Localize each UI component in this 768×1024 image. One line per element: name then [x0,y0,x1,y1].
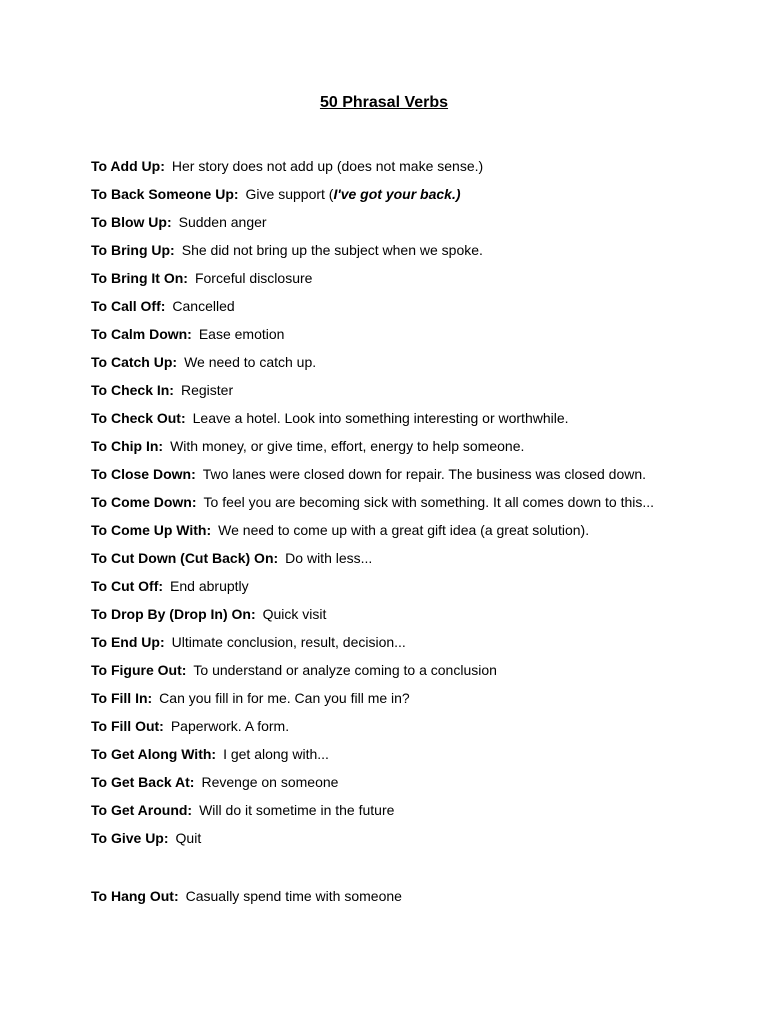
list-item [91,633,731,661]
phrasal-verb-term: To Drop By (Drop In) On: [91,606,256,622]
list-item [91,773,731,801]
phrasal-verb-definition: We need to come up with a great gift idea (a great solution). [218,522,590,538]
list-item [91,605,731,633]
phrasal-verb-term: To Give Up: [91,830,169,846]
list-item [91,829,731,857]
list-item [91,241,731,269]
phrasal-verb-definition: Cancelled [172,298,235,314]
phrasal-verb-term: To Get Back At: [91,774,195,790]
phrasal-verb-definition: Forceful disclosure [194,270,313,286]
list-item [91,887,731,915]
list-item [91,465,731,493]
phrasal-verb-definition: Casually spend time with someone [185,888,402,904]
phrasal-verb-definition: To feel you are becoming sick with something. It all comes down to this... [203,494,655,510]
phrasal-verb-term: To Check In: [91,382,174,398]
phrasal-verb-term: To Get Along With: [91,746,217,762]
phrasal-verb-term: To Come Down: [91,494,197,510]
phrasal-verb-definition: Will do it sometime in the future [199,802,395,818]
list-item [91,717,731,745]
phrasal-verb-definition: Can you fill in for me. Can you fill me in? [159,690,410,706]
list-item [91,493,731,521]
phrasal-verb-definition: Paperwork. A form. [170,718,290,734]
phrasal-verb-term: To Back Someone Up: [91,186,239,202]
list-item [91,157,731,185]
list-item [91,185,731,213]
list-item [91,325,731,353]
phrasal-verb-term: To Come Up With: [91,522,212,538]
phrasal-verb-definition: Do with less... [285,550,373,566]
phrasal-verb-definition: End abruptly [170,578,249,594]
phrasal-verb-term: To Call Off: [91,298,166,314]
phrasal-verb-definition: We need to catch up. [184,354,317,370]
phrasal-verb-definition: Quit [175,830,202,846]
list-item [91,297,731,325]
phrasal-verb-definition: Ultimate conclusion, result, decision... [171,634,406,650]
phrasal-verb-definition: Quick visit [262,606,327,622]
phrasal-verb-term: To Bring Up: [91,242,175,258]
list-item [91,269,731,297]
list-item [91,689,731,717]
list-item [91,353,731,381]
phrasal-verb-definition: Revenge on someone [201,774,339,790]
phrasal-verb-term: To Hang Out: [91,888,179,904]
phrasal-verb-definition: Ease emotion [198,326,285,342]
phrasal-verb-term: To Get Around: [91,802,193,818]
phrasal-verb-term: To Cut Down (Cut Back) On: [91,550,279,566]
list-item [91,549,731,577]
list-item [91,213,731,241]
list-item [91,745,731,773]
phrasal-verb-definition: Sudden anger [178,214,267,230]
list-item [91,381,731,409]
list-item [91,661,731,689]
phrasal-verb-term: To Check Out: [91,410,186,426]
phrasal-verb-term: To Add Up: [91,158,165,174]
phrasal-verb-definition: She did not bring up the subject when we spoke. [181,242,483,258]
phrasal-verb-definition: To understand or analyze coming to a conclusion [193,662,497,678]
phrasal-verb-term: To Catch Up: [91,354,178,370]
list-item [91,437,731,465]
phrasal-verb-term: To Figure Out: [91,662,187,678]
list-item [91,801,731,829]
phrasal-verb-definition: Give support ( [245,186,334,202]
phrasal-verb-definition: I get along with... [223,746,329,762]
phrasal-verb-emphasis: I've got your back.) [333,186,461,202]
phrasal-verb-definition: Her story does not add up (does not make sense.) [171,158,484,174]
phrasal-verb-term: To Blow Up: [91,214,172,230]
list-item [91,409,731,437]
phrasal-verb-definition: Leave a hotel. Look into something interesting or worthwhile. [192,410,569,426]
phrasal-verb-definition: Register [180,382,234,398]
list-item [91,577,731,605]
phrasal-verb-term: To Cut Off: [91,578,164,594]
phrasal-verb-list [91,157,731,915]
phrasal-verb-definition: Two lanes were closed down for repair. The business was closed down. [202,466,647,482]
phrasal-verb-term: To Calm Down: [91,326,192,342]
phrasal-verb-term: To End Up: [91,634,165,650]
phrasal-verb-term: To Fill Out: [91,718,164,734]
phrasal-verb-term: To Fill In: [91,690,153,706]
phrasal-verb-term: To Close Down: [91,466,196,482]
phrasal-verb-term: To Chip In: [91,438,164,454]
phrasal-verb-term: To Bring It On: [91,270,188,286]
list-item [91,521,731,549]
phrasal-verb-definition: With money, or give time, effort, energy to help someone. [170,438,525,454]
document-title: 50 Phrasal Verbs [319,94,449,111]
